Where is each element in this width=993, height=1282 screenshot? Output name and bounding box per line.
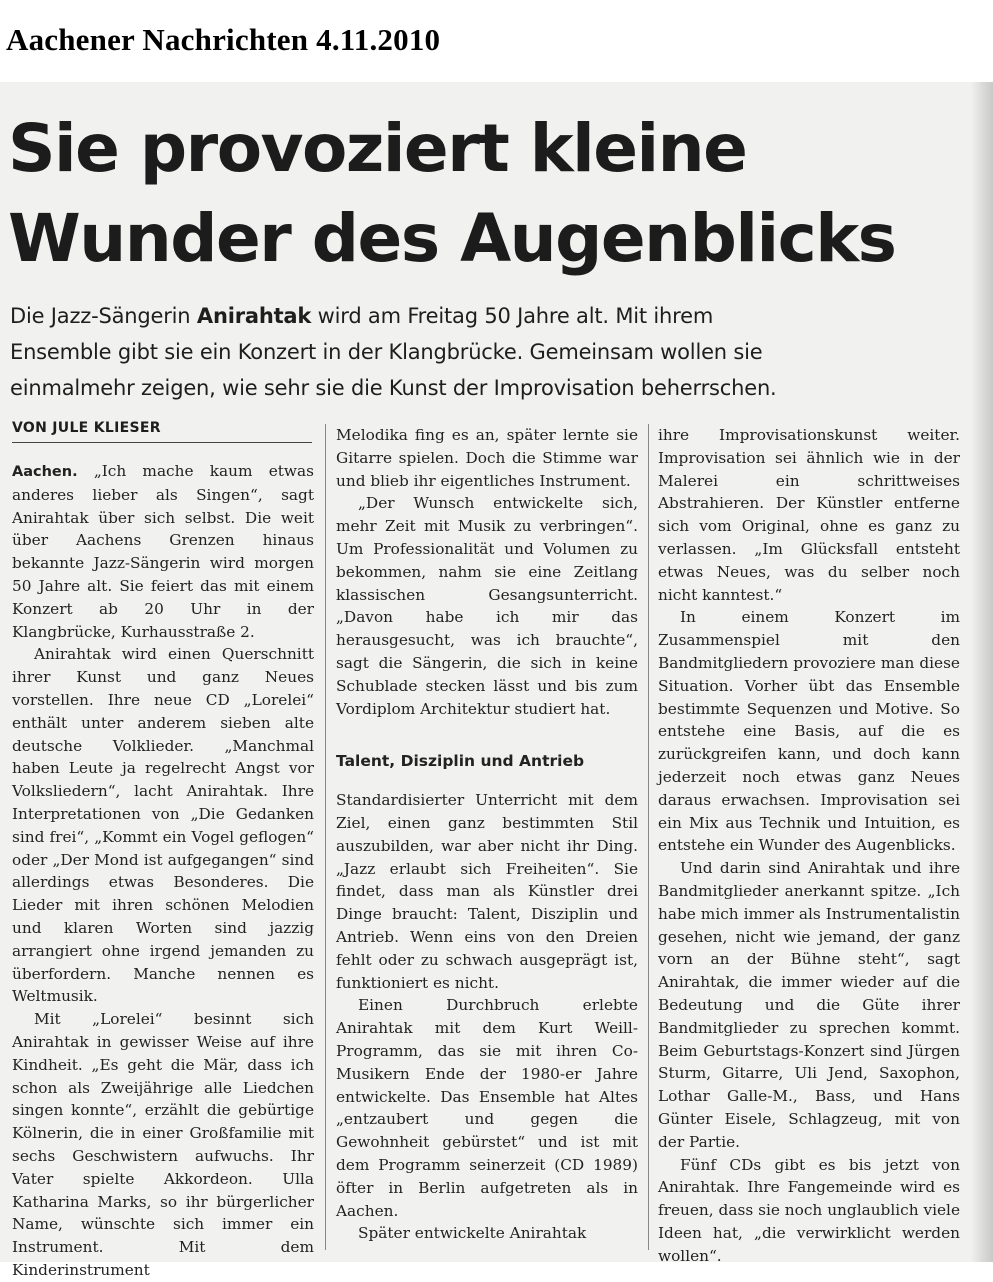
paragraph: Melodika fing es an, später lernte sie Gitarre spielen. Doch die Stimme war und blieb ihr eigentliches Instrument. (336, 426, 638, 490)
column-divider-1 (325, 424, 326, 1250)
article-column-3 (658, 424, 960, 1267)
byline: VON JULE KLIESER (12, 420, 312, 443)
paragraph: Fünf CDs gibt es bis jetzt von Anirahtak. Ihre Fangemeinde wird es freuen, dass sie noch unglaublich viele Ideen hat, „die verwirklicht werden wollen“. (658, 1155, 960, 1265)
paragraph (12, 460, 314, 643)
column-divider-2 (648, 424, 649, 1250)
source-line: Aachener Nachrichten 4.11.2010 (6, 22, 441, 57)
article-column-2 (336, 424, 638, 1245)
paragraph: Und darin sind Anirahtak und ihre Bandmitglieder anerkannt spitze. „Ich habe mich immer als Instrumentalistin gesehen, nicht wie jemand, der ganz vorn an der Bühne steht“, sagt Anirahtak, die immer wieder auf die Bedeutung und die Güte ihrer Bandmitglieder zu sprechen kommt. Beim Geburtstags-Konzert sind Jürgen Sturm, Gitarre, Uli Jend, Saxophon, Lothar Galle-M., Bass, und Hans Günter Eisele, Schlagzeug, mit von der Partie. (658, 859, 960, 1151)
article-column-1 (12, 460, 314, 1282)
lead-artist-name: Anirahtak (196, 304, 312, 328)
paragraph: Mit „Lorelei“ besinnt sich Anirahtak in gewisser Weise auf ihre Kindheit. „Es geht die Mär, dass ich schon als Zweijährige alle Liedchen singen konnte“, erzählt die gebürtige Kölnerin, die in einer Großfamilie mit sechs Geschwistern aufwuchs. Ihr Vater spielte Akkordeon. Ulla Katharina Marks, so ihr bürgerlicher Name, wünschte sich immer ein Instrument. Mit dem Kinderinstrument (12, 1010, 314, 1279)
headline (8, 104, 968, 284)
paragraph: In einem Konzert im Zusammenspiel mit den Bandmitgliedern provoziere man diese Situation. Vorher übt das Ensemble bestimmte Sequenzen und Motive. So entstehe eine Basis, auf die es zurückgreifen kann, und doch kann jederzeit noch etwas ganz Neues daraus erwachsen. Improvisation sei ein Mix aus Technik und Intuition, es entstehe ein Wunder des Augenblicks. (658, 608, 960, 855)
paragraph: Später entwickelte Anirahtak (358, 1224, 587, 1243)
paragraph: Anirahtak wird einen Querschnitt ihrer Kunst und ganz Neues vorstellen. Ihre neue CD „Lorelei“ enthält unter anderem sieben alte deutsche Volklieder. „Manchmal haben Leute ja regelrecht Angst vor Volksliedern“, lacht Anirahtak. Ihre Interpretationen von „Die Gedanken sind frei“, „Kommt ein Vogel geflogen“ oder „Der Mond ist aufgegangen“ sind allerdings etwas Besonderes. Die Lieder mit ihren schönen Melodien und klaren Worten sind jazzig arrangiert ohne irgend jemanden zu überfordern. Manche nennen es Weltmusik. (12, 645, 314, 1006)
headline-line-1: Sie provoziert kleine (8, 110, 747, 187)
lead-line-3: einmalmehr zeigen, wie sehr sie die Kunst der Improvisation beherrschen. (10, 376, 777, 400)
headline-line-2: Wunder des Augenblicks (8, 200, 896, 277)
lead-line-1-post: wird am Freitag 50 Jahre alt. Mit ihrem (311, 304, 714, 328)
lead-line-1-pre: Die Jazz-Sängerin (10, 304, 197, 328)
lead-paragraph (10, 298, 960, 406)
paragraph-text: „Ich mache kaum etwas anderes lieber als Singen“, sagt Anirahtak über sich selbst. Die weit über Aachens Grenzen hinaus bekannte Jazz-Sängerin wird morgen 50 Jahre alt. Sie feiert das mit einem Konzert ab 20 Uhr in der Klangbrücke, Kurhausstraße 2. (12, 462, 314, 641)
dateline: Aachen. (12, 464, 78, 480)
lead-line-2: Ensemble gibt sie ein Konzert in der Klangbrücke. Gemeinsam wollen sie (10, 340, 763, 364)
lead-line-1 (10, 298, 960, 334)
paragraph: Standardisierter Unterricht mit dem Ziel, einen ganz bestimmten Stil auszubilden, war aber nicht ihr Ding. „Jazz erlaubt sich Freiheiten“. Sie findet, dass man als Künstler drei Dinge braucht: Talent, Disziplin und Antrieb. Wenn eins von den Dreien fehlt oder zu schwach ausgeprägt ist, funktioniert es nicht. (336, 791, 638, 992)
paragraph: Einen Durchbruch erlebte Anirahtak mit dem Kurt Weill-Programm, das sie mit ihren Co-Musikern Ende der 1980-er Jahre entwickelte. Das Ensemble hat Altes „entzaubert und gegen die Gewohnheit gebürstet“ und ist mit dem Programm seinerzeit (CD 1989) öfter in Berlin aufgetreten als in Aachen. (336, 996, 638, 1220)
paragraph: „Der Wunsch entwickelte sich, mehr Zeit mit Musik zu verbringen“. Um Professionalität und Volumen zu bekommen, nahm sie eine Zeitlang klassischen Gesangsunterricht. „Davon habe ich mir das herausgesucht, was ich brauchte“, sagt die Sängerin, die sich in keine Schublade stecken lässt und bis zum Vordiplom Architektur studiert hat. (336, 494, 638, 718)
subheading: Talent, Disziplin und Antrieb (336, 752, 585, 771)
paragraph: ihre Improvisationskunst weiter. Improvisation sei ähnlich wie in der Malerei ein schrittweises Abstrahieren. Der Künstler entferne sich vom Original, ohne es ganz zu verlassen. „Im Glücksfall entsteht etwas Neues, was du selber noch nicht kanntest.“ (658, 426, 960, 604)
clipping-edge-shadow (971, 82, 993, 1262)
